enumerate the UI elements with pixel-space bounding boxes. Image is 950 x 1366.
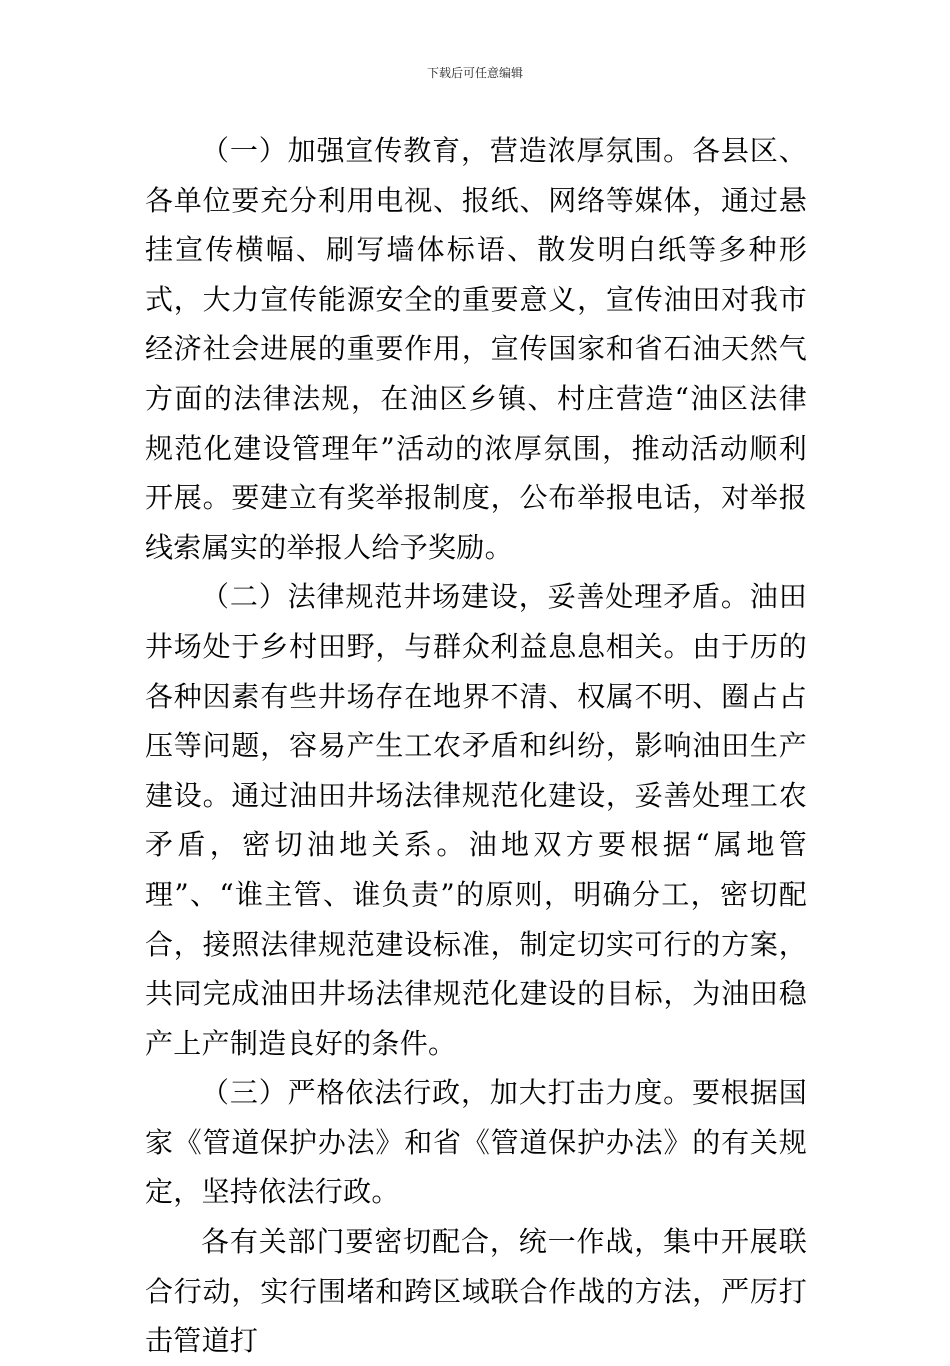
document-body	[145, 126, 807, 1366]
page-header: 下载后可任意编辑	[426, 66, 523, 80]
paragraph-3: （三）严格依法行政，加大打击力度。要根据国家《管道保护办法》和省《管道保护办法》的有关规定，坚持依法行政。	[145, 1076, 807, 1209]
paragraph-4: 各有关部门要密切配合，统一作战，集中开展联合行动，实行围堵和跨区域联合作战的方法，严厉打击管道打	[145, 1225, 807, 1358]
paragraph-1: （一）加强宣传教育，营造浓厚氛围。各县区、各单位要充分利用电视、报纸、网络等媒体，通过悬挂宣传横幅、刷写墙体标语、散发明白纸等多种形式，大力宣传能源安全的重要意义，宣传油田对我市经济社会进展的重要作用，宣传国家和省石油天然气方面的法律法规，在油区乡镇、村庄营造“油区法律规范化建设管理年”活动的浓厚氛围，推动活动顺利开展。要建立有奖举报制度，公布举报电话，对举报线索属实的举报人给予奖励。	[145, 134, 807, 564]
paragraph-2: （二）法律规范井场建设，妥善处理矛盾。油田井场处于乡村田野，与群众利益息息相关。由于历的各种因素有些井场存在地界不清、权属不明、圈占占压等问题，容易产生工农矛盾和纠纷，影响油田生产建设。通过油田井场法律规范化建设，妥善处理工农矛盾，密切油地关系。油地双方要根据“属地管理”、“谁主管、谁负责”的原则，明确分工，密切配合，接照法律规范建设标准，制定切实可行的方案，共同完成油田井场法律规范化建设的目标，为油田稳产上产制造良好的条件。	[145, 580, 807, 1060]
